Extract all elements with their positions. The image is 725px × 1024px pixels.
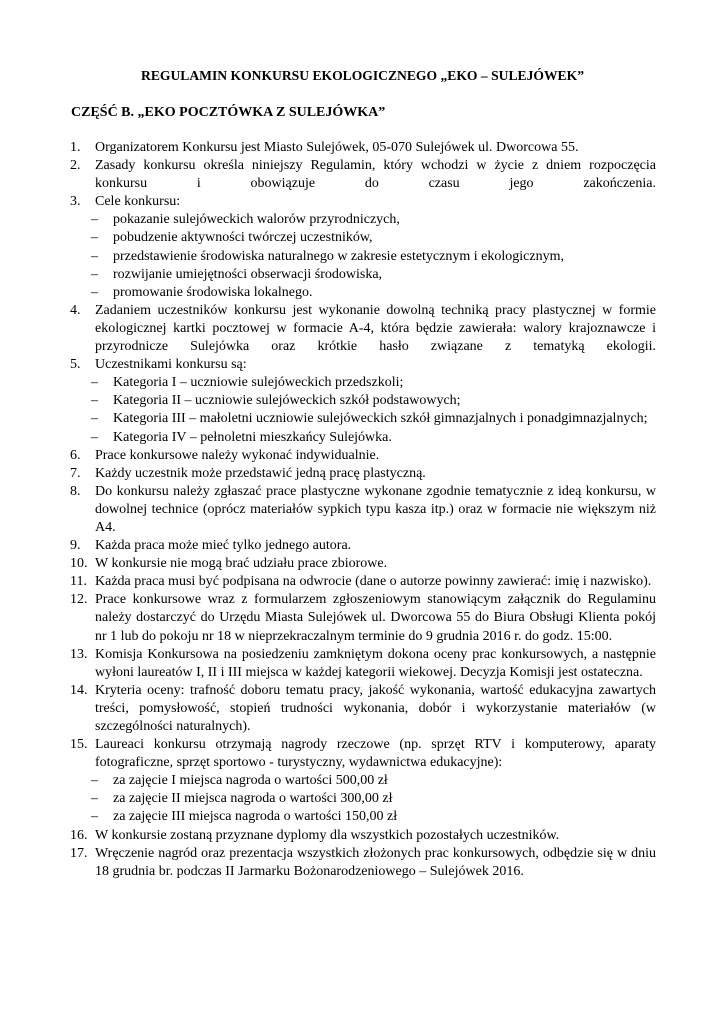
item-number: 13. <box>70 646 88 662</box>
regulation-list <box>0 139 725 881</box>
item-text: Uczestnikami konkursu są: <box>95 357 247 373</box>
dash-bullet: – <box>91 230 98 246</box>
item-text: W konkursie nie mogą brać udziału prace zbiorowe. <box>95 556 388 572</box>
sub-item <box>0 410 725 428</box>
list-item-5 <box>0 356 725 374</box>
item-number: 11. <box>70 574 87 590</box>
item-text: Każdy uczestnik może przedstawić jedną pracę plastyczną. <box>95 465 426 481</box>
sub-item <box>0 266 725 284</box>
dash-bullet: – <box>91 429 98 445</box>
dash-bullet: – <box>91 791 98 807</box>
item-number: 12. <box>70 592 88 608</box>
sub-item <box>0 374 725 392</box>
item-text: Do konkursu należy zgłaszać prace plastyczne wykonane zgodnie tematycznie z ideą konkursu, w dowolnej technice (oprócz materiałów sypkich typu kasza itp.) oraz w formacie nie większym niż A4. <box>95 483 656 535</box>
item-text: Prace konkursowe należy wykonać indywidualnie. <box>95 447 380 463</box>
item-number: 8. <box>70 483 81 499</box>
item-number: 9. <box>70 538 81 554</box>
sub-item-text: Kategoria IV – pełnoletni mieszkańcy Sulejówka. <box>113 429 392 445</box>
list-item-3 <box>0 193 725 211</box>
sub-item-text: rozwijanie umiejętności obserwacji środowiska, <box>113 266 383 282</box>
sub-item <box>0 772 725 790</box>
item-number: 14. <box>70 682 88 698</box>
list-item-7 <box>0 465 725 483</box>
item-text: Każda praca musi być podpisana na odwrocie (dane o autorze powinny zawierać: imię i nazwisko). <box>95 574 652 590</box>
list-item-8 <box>0 483 725 537</box>
item-text: Każda praca może mieć tylko jednego autora. <box>95 538 352 554</box>
list-item-4 <box>0 302 725 356</box>
dash-bullet: – <box>91 248 98 264</box>
item-text: Prace konkursowe wraz z formularzem zgłoszeniowym stanowiącym załącznik do Regulaminu należy dostarczyć do Urzędu Miasta Sulejówek ul. Dworcowa 55 do Biura Obsługi Klienta pokój nr 1 lub do pokoju nr 18 w nieprzekraczalnym terminie do 9 grudnia 2016 r. do godz. 15:00. <box>95 592 656 644</box>
sub-item-text: Kategoria I – uczniowie sulejóweckich przedszkoli; <box>113 375 404 391</box>
list-item-12 <box>0 591 725 645</box>
item-number: 5. <box>70 357 81 373</box>
list-item-13 <box>0 646 725 682</box>
item-text: Cele konkursu: <box>95 194 181 210</box>
sub-item-text: Kategoria II – uczniowie sulejóweckich szkół podstawowych; <box>113 393 461 409</box>
sub-item-text: za zajęcie I miejsca nagroda o wartości 500,00 zł <box>113 773 388 789</box>
sub-item-text: pokazanie sulejóweckich walorów przyrodniczych, <box>113 212 400 228</box>
item-number: 7. <box>70 465 81 481</box>
item-text: Komisja Konkursowa na posiedzeniu zamkniętym dokona oceny prac konkursowych, a następnie wyłoni laureatów I, II i III miejsca w każdej kategorii wiekowej. Decyzja Komisji jest ostateczna. <box>95 646 656 680</box>
list-item-2 <box>0 157 725 193</box>
item-number: 6. <box>70 447 81 463</box>
sub-item-text: za zajęcie III miejsca nagroda o wartości 150,00 zł <box>113 809 398 825</box>
sub-item-text: za zajęcie II miejsca nagroda o wartości 300,00 zł <box>113 791 393 807</box>
item-text: W konkursie zostaną przyznane dyplomy dla wszystkich pozostałych uczestników. <box>95 827 560 843</box>
list-item-11 <box>0 573 725 591</box>
item-text: Organizatorem Konkursu jest Miasto Sulejówek, 05-070 Sulejówek ul. Dworcowa 55. <box>95 140 579 155</box>
dash-bullet: – <box>91 411 98 427</box>
item-number: 16. <box>70 827 88 843</box>
dash-bullet: – <box>91 393 98 409</box>
item-text: Kryteria oceny: trafność doboru tematu pracy, jakość wykonania, wartość edukacyjna zawartych treści, pomysłowość, stopień trudności wykonania, dobór i wykorzystanie materiałów (w szczególności naturalnych). <box>95 682 656 734</box>
dash-bullet: – <box>91 375 98 391</box>
list-item-6 <box>0 447 725 465</box>
item-number: 4. <box>70 302 81 318</box>
list-item-16 <box>0 827 725 845</box>
item-number: 3. <box>70 194 81 210</box>
item-text: Zadaniem uczestników konkursu jest wykonanie dowolną techniką pracy plastycznej w formie ekologicznej kartki pocztowej w formacie A-4, która będzie zawierała: walory krajoznawcze i przyrodnicze Sulejówka oraz krótkie hasło związane z tematyką ekologii. <box>95 302 656 355</box>
sub-item-text: przedstawienie środowiska naturalnego w zakresie estetycznym i ekologicznym, <box>113 248 564 264</box>
item-text: Laureaci konkursu otrzymają nagrody rzeczowe (np. sprzęt RTV i komputerowy, aparaty fotograficzne, sprzęt sportowo - turystyczny, wydawnictwa edukacyjne): <box>95 737 656 771</box>
item-number: 10. <box>70 556 88 572</box>
dash-bullet: – <box>91 773 98 789</box>
sub-item <box>0 808 725 826</box>
item-number: 1. <box>70 140 81 155</box>
sub-item <box>0 248 725 266</box>
document-title: REGULAMIN KONKURSU EKOLOGICZNEGO „EKO – SULEJÓWEK” <box>141 68 584 83</box>
item-number: 2. <box>70 158 81 174</box>
item-text: Wręczenie nagród oraz prezentacja wszystkich złożonych prac konkursowych, odbędzie się w dniu 18 grudnia br. podczas II Jarmarku Bożonarodzeniowego – Sulejówek 2016. <box>95 845 656 879</box>
list-item-15 <box>0 736 725 772</box>
sub-item-text: pobudzenie aktywności twórczej uczestników, <box>113 230 373 246</box>
list-item-10 <box>0 555 725 573</box>
sub-item-text: promowanie środowiska lokalnego. <box>113 284 313 300</box>
dash-bullet: – <box>91 212 98 228</box>
item-number: 17. <box>70 845 88 861</box>
sub-item <box>0 229 725 247</box>
list-item-9 <box>0 537 725 555</box>
item-text: Zasady konkursu określa niniejszy Regulamin, który wchodzi w życie z dniem rozpoczęcia konkursu i obowiązuje do czasu jego zakończenia. <box>95 158 656 192</box>
dash-bullet: – <box>91 809 98 825</box>
sub-item <box>0 211 725 229</box>
sub-item <box>0 284 725 302</box>
sub-item-text: Kategoria III – małoletni uczniowie sulejóweckich szkół gimnazjalnych i ponadgimnazjalnych; <box>113 411 648 427</box>
dash-bullet: – <box>91 266 98 282</box>
list-item-14 <box>0 682 725 736</box>
dash-bullet: – <box>91 284 98 300</box>
part-title: CZĘŚĆ B. „EKO POCZTÓWKA Z SULEJÓWKA” <box>71 105 386 120</box>
sub-item <box>0 790 725 808</box>
sub-item <box>0 392 725 410</box>
list-item-1 <box>0 139 725 157</box>
item-number: 15. <box>70 737 88 753</box>
sub-item <box>0 429 725 447</box>
list-item-17 <box>0 845 725 881</box>
